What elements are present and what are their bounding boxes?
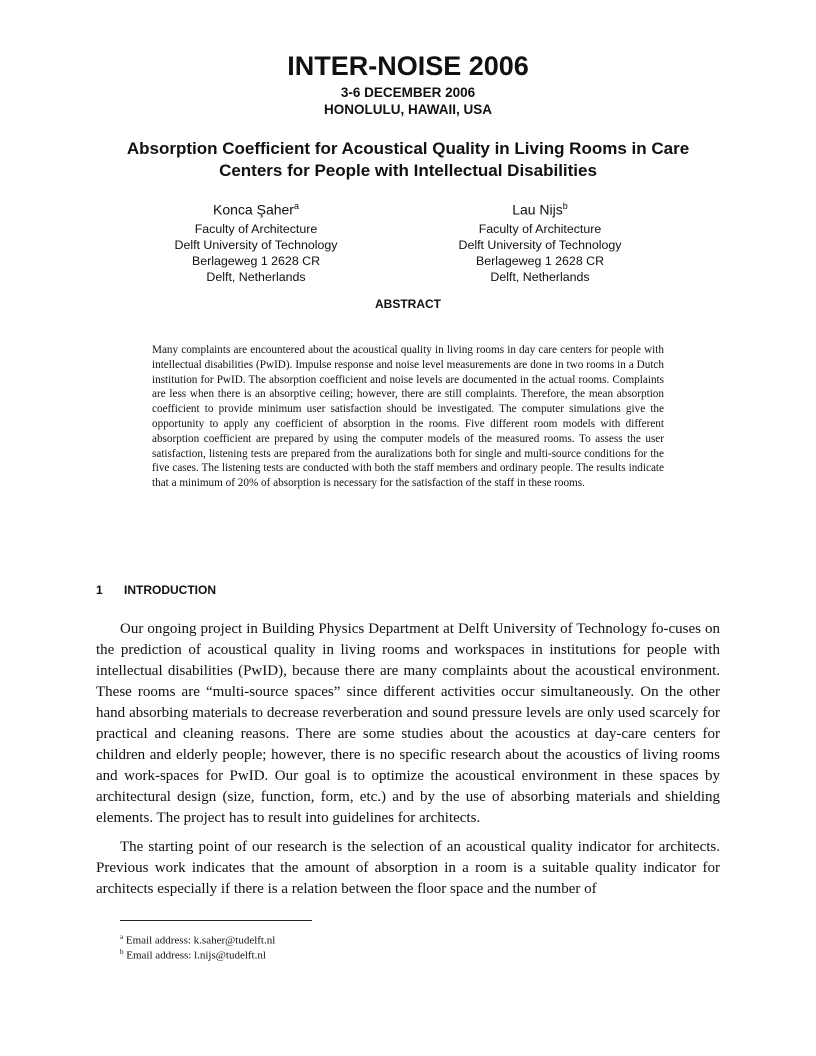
footnote bbox=[120, 945, 266, 963]
body-paragraph: Our ongoing project in Building Physics Department at Delft University of Technology fo-cuses on the prediction of acoustical quality in living rooms and workspaces in institutions for people with intellectual disabilities (PwID), because there are many complaints about the acoustical environment. These rooms are “multi-source spaces” since different activities occur simultaneously. On the other hand absorbing materials to decrease reverberation and sound pressure levels are only used scarcely for practical and cleaning reasons. There are some studies about the acoustics at day-care centers for children and elderly people; however, there is no specific research about the acoustics of living rooms and work-spaces for PwID. Our goal is to optimize the acoustical environment in these spaces by architectural design (size, function, form, etc.) and by the use of absorbing materials and shielding elements. The project has to result into guidelines for architects. bbox=[96, 621, 720, 826]
author-footnote-mark: a bbox=[293, 201, 299, 211]
footnote-divider bbox=[120, 920, 312, 921]
author-footnote-mark: b bbox=[562, 201, 568, 211]
abstract-heading: ABSTRACT bbox=[375, 297, 441, 311]
footnote-mark: b bbox=[120, 948, 124, 956]
author-university: Delft University of Technology bbox=[174, 237, 338, 252]
body-paragraph: The starting point of our research is the selection of an acoustical quality indicator for architects. Previous work indicates that the amount of absorption in a room is a suitable quality indicator for architects especially if there is a relation between the floor space and the number of bbox=[96, 839, 720, 897]
author-name bbox=[126, 197, 386, 219]
author-city: Delft, Netherlands bbox=[206, 269, 306, 284]
author-block-nijs bbox=[410, 197, 670, 285]
author-street: Berlageweg 1 2628 CR bbox=[475, 253, 605, 268]
conference-title: INTER-NOISE 2006 bbox=[287, 51, 529, 81]
abstract-text: Many complaints are encountered about the acoustical quality in living rooms in day care centers for people with intellectual disabilities (PwID). Impulse response and noise level measurements are done in two rooms in a Dutch institution for PwID. The absorption coefficient and noise levels are documented in the actual rooms. Complaints are less when there is an absorptive ceiling; however, there are still complaints. Therefore, the mean absorption coefficient to provide minimum user satisfaction should be investigated. The computer simulations give the opportunity to apply any coefficient of absorption in the rooms. Five different room models with different absorption coefficient are prepared by using the computer models of the measured rooms. To assess the user satisfaction, listening tests are prepared from the auralizations both for single and multi-source conditions for the five cases. The listening tests are conducted with both the staff members and ordinary people. The results indicate that a minimum of 20% of absorption is necessary for the satisfaction of the staff in these rooms. bbox=[152, 344, 664, 490]
author-name-text: Konca Şaher bbox=[213, 201, 294, 218]
section-title: INTRODUCTION bbox=[124, 583, 216, 597]
section-heading bbox=[96, 583, 216, 597]
author-faculty: Faculty of Architecture bbox=[194, 221, 318, 236]
author-faculty: Faculty of Architecture bbox=[478, 221, 602, 236]
author-city: Delft, Netherlands bbox=[490, 269, 590, 284]
conference-place: HONOLULU, HAWAII, USA bbox=[324, 102, 492, 117]
section-number: 1 bbox=[96, 583, 103, 597]
footnote-mark: a bbox=[120, 933, 124, 941]
conference-date: 3-6 DECEMBER 2006 bbox=[340, 85, 476, 100]
author-street: Berlageweg 1 2628 CR bbox=[191, 253, 321, 268]
paper-title: Absorption Coefficient for Acoustical Quality in Living Rooms in Care Centers for People with Intellectual Disabilities bbox=[126, 139, 690, 180]
footnote-text: Email address: l.nijs@tudelft.nl bbox=[126, 949, 266, 962]
author-name-text: Lau Nijs bbox=[512, 201, 563, 218]
author-name bbox=[410, 197, 670, 219]
author-university: Delft University of Technology bbox=[458, 237, 622, 252]
author-block-saher bbox=[126, 197, 386, 285]
footnote-text: Email address: k.saher@tudelft.nl bbox=[125, 934, 276, 947]
